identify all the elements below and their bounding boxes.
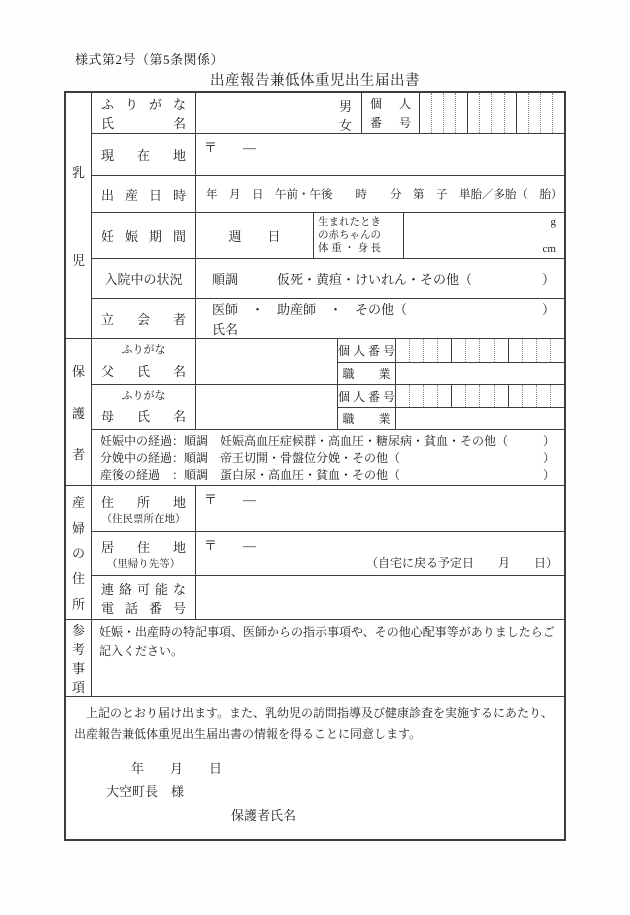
postal-mark: 〒 ― [204,140,257,155]
phone-field[interactable] [196,576,564,619]
infant-address-field[interactable] [196,134,564,175]
infant-attendant-row [92,299,564,338]
postal-mark: 〒 ― [204,538,257,553]
pregnancy-course-line: 妊娠中の経過：順調 妊娠高血圧症候群・高血圧・糖尿病・貧血・その他（ ） [100,434,555,448]
spine-char: 所 [71,596,85,612]
infant-section [66,93,564,339]
residence-field[interactable] [196,486,564,531]
return-date-note: （自宅に戻る予定日 月 日） [365,556,558,570]
mother-address-section-label [66,486,92,619]
infant-hospital-field[interactable]: 順調 仮死・黄疸・けいれん・その他（ ） [212,272,555,287]
notes-field[interactable]: 妊娠・出産時の特記事項、医師からの指示事項や、その他心配事等がありましたらご記入ください。 [99,625,555,658]
living-field[interactable] [196,532,564,575]
infant-name-label: ふ り が な 氏 名 [92,93,196,133]
form-table [64,91,566,841]
pregnancy-weeks-field[interactable]: 週 日 [196,213,314,258]
guardian-section-label [66,339,92,485]
spine-char: 乳 [71,165,85,180]
mother-mynumber-label: 個 人 番 号 [338,385,396,407]
infant-address-label: 現 在 地 [92,134,196,175]
father-name-field[interactable] [196,339,338,384]
spine-char: 項 [71,680,85,695]
baby-size-field[interactable] [404,213,564,258]
unit-grams: g [550,216,556,228]
phone-row [92,576,564,619]
page-title: 出産報告兼低体重児出生届出書 [210,73,420,89]
signature-date-field[interactable]: 年 月 日 [131,761,223,776]
infant-pregnancy-label: 妊 娠 期 間 [92,213,196,258]
mother-mynumber-cells[interactable] [396,385,564,407]
guardian-section [66,339,564,486]
infant-attendant-label: 立 会 者 [92,299,196,338]
infant-birth-row [92,176,564,213]
course-rows[interactable] [92,430,564,485]
phone-label: 連絡可能な 電話番号 [92,576,196,619]
spine-char: 保 [71,364,85,380]
infant-birth-label: 出 産 日 時 [92,176,196,212]
spine-char: 住 [71,571,85,587]
sex-male-label: 男 [338,99,352,114]
baby-size-label: 生まれたとき の赤ちゃんの 体 重 ・ 身 長 [314,213,404,258]
infant-name-field[interactable] [196,93,362,133]
living-label: 居 住 地 （里帰り先等） [92,532,196,575]
infant-hospital-label: 入院中の状況 [92,259,196,298]
mother-row [92,385,564,430]
mother-job-field[interactable] [396,408,564,429]
infant-section-label [66,93,92,338]
spine-char: 産 [71,495,85,511]
infant-address-row [92,134,564,176]
attendant-name-label: 氏名 [212,321,239,337]
guardian-signature-field[interactable]: 保護者氏名 [231,808,297,823]
mother-job-label: 職 業 [338,408,396,429]
father-mynumber-cells[interactable] [396,339,564,362]
father-job-label: 職 業 [338,363,396,384]
postpartum-course-line: 産後の経過 ：順調 蛋白尿・高血圧・貧血・その他（ ） [100,468,555,482]
father-row [92,339,564,385]
residence-label: 住 所 地 （住民票所在地） [92,486,196,531]
spine-char: 婦 [71,520,85,536]
delivery-course-line: 分娩中の経過：順調 帝王切開・骨盤位分娩・その他（ ） [100,451,555,465]
father-job-field[interactable] [396,363,564,384]
spine-char: 参 [71,623,85,638]
spine-char: 児 [71,253,85,268]
living-row [92,532,564,576]
sex-female-label: 女 [338,118,352,133]
infant-pregnancy-row [92,213,564,259]
spine-char: 護 [71,405,85,421]
spine-char: の [71,545,85,561]
father-name-label: ふりがな 父 氏 名 [92,339,196,384]
infant-name-row [92,93,564,134]
unit-centimeters: cm [542,243,556,255]
father-mynumber-label: 個 人 番 号 [338,339,396,362]
mother-name-label: ふりがな 母 氏 名 [92,385,196,429]
notes-section [66,620,564,697]
form-number: 様式第2号（第5条関係） [75,52,225,67]
mother-address-section [66,486,564,620]
signature-area [66,743,564,839]
infant-mynumber-cells[interactable] [420,93,564,133]
infant-birth-field[interactable]: 年 月 日 午前・午後 時 分 第 子 単胎／多胎（ 胎） [206,189,563,201]
mother-name-field[interactable] [196,385,338,429]
addressee-label: 大空町長 様 [106,784,185,799]
consent-statement: 上記のとおり届け出ます。また、乳幼児の訪問指導及び健康診査を実施するにあたり、 出産報告兼低体重児出生届出書の情報を得ることに同意します。 [74,706,554,741]
spine-char: 考 [71,642,85,657]
notes-section-label [66,620,92,696]
postal-mark: 〒 ― [204,492,257,507]
notes-row [92,620,564,692]
residence-row [92,486,564,532]
infant-mynumber-label: 個 人 番 号 [362,93,420,133]
spine-char: 者 [71,446,85,462]
infant-attendant-field[interactable]: 医師 ・ 助産師 ・ その他（ ） 氏名 [196,299,564,338]
infant-hospital-row [92,259,564,299]
spine-char: 事 [71,661,85,676]
